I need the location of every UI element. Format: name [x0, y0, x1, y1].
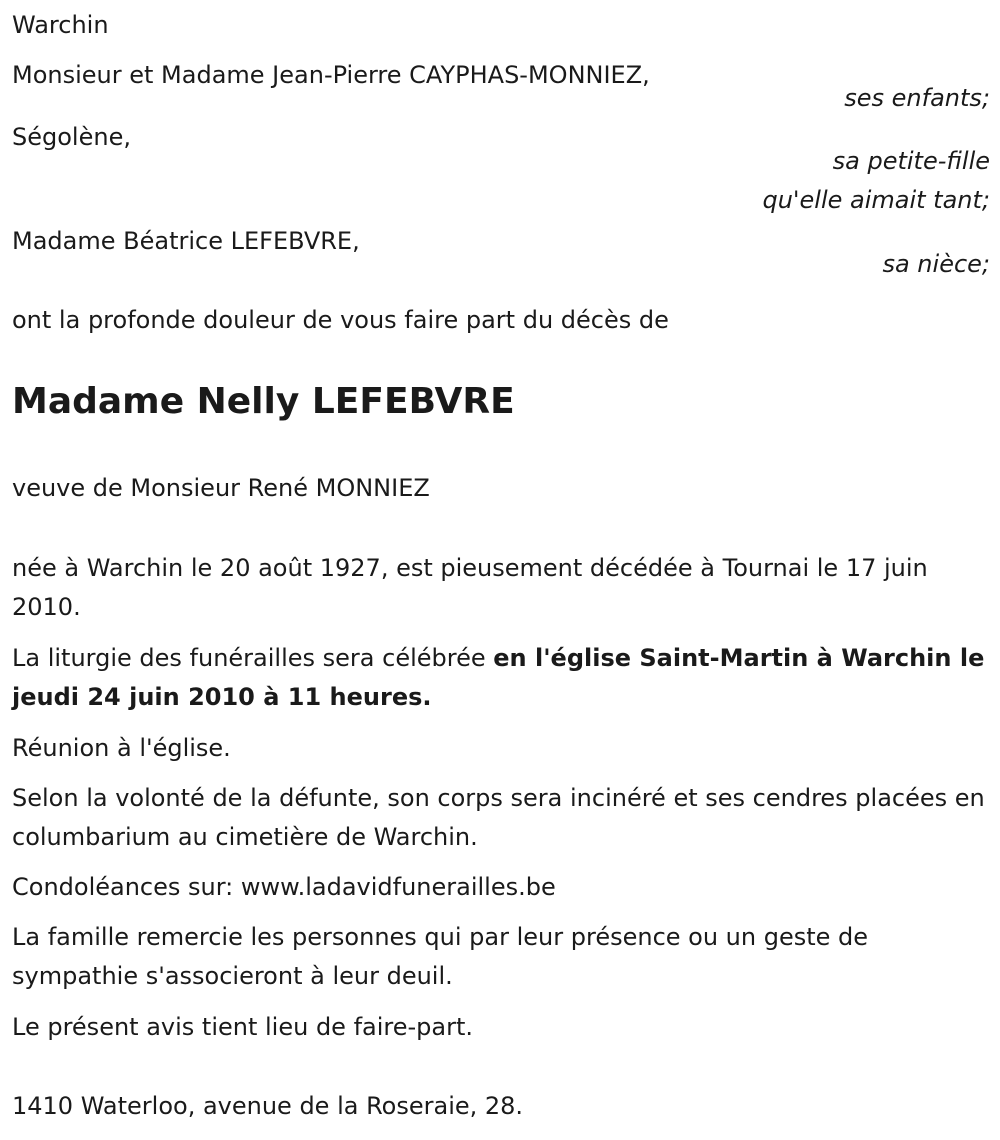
cremation: Selon la volonté de la défunte, son corps sera incinéré et ses cendres placées en columbarium au cimetière de Warchin. — [12, 784, 985, 851]
widow-of: veuve de Monsieur René MONNIEZ — [12, 474, 430, 502]
relation-2b: qu'elle aimait tant; — [762, 186, 990, 214]
relation-1: ses enfants; — [844, 84, 990, 112]
family-member-2: Ségolène, — [12, 123, 131, 151]
address: 1410 Waterloo, avenue de la Roseraie, 28. — [12, 1092, 524, 1120]
liturgy-intro: La liturgie des funérailles sera célébrée — [12, 644, 494, 672]
relation-3: sa nièce; — [882, 250, 990, 278]
family-member-3: Madame Béatrice LEFEBVRE, — [12, 227, 360, 255]
deceased-name: Madame Nelly LEFEBVRE — [12, 381, 515, 422]
family-member-1: Monsieur et Madame Jean-Pierre CAYPHAS-MONNIEZ, — [12, 61, 650, 89]
meeting: Réunion à l'église. — [12, 734, 231, 762]
birth-death: née à Warchin le 20 août 1927, est pieusement décédée à Tournai le 17 juin 2010. — [12, 554, 928, 621]
thanks: La famille remercie les personnes qui par leur présence ou un geste de sympathie s'associeront à leur deuil. — [12, 923, 869, 990]
notice: Le présent avis tient lieu de faire-part. — [12, 1013, 474, 1041]
liturgy-details: en l'église Saint-Martin à Warchin le jeudi 24 juin 2010 à 11 heures. — [12, 644, 985, 711]
liturgy — [12, 639, 987, 717]
relation-2a: sa petite-fille — [832, 147, 990, 175]
location: Warchin — [12, 11, 109, 39]
announcement: ont la profonde douleur de vous faire part du décès de — [12, 306, 669, 334]
condolences: Condoléances sur: www.ladavidfunerailles.be — [12, 873, 556, 901]
